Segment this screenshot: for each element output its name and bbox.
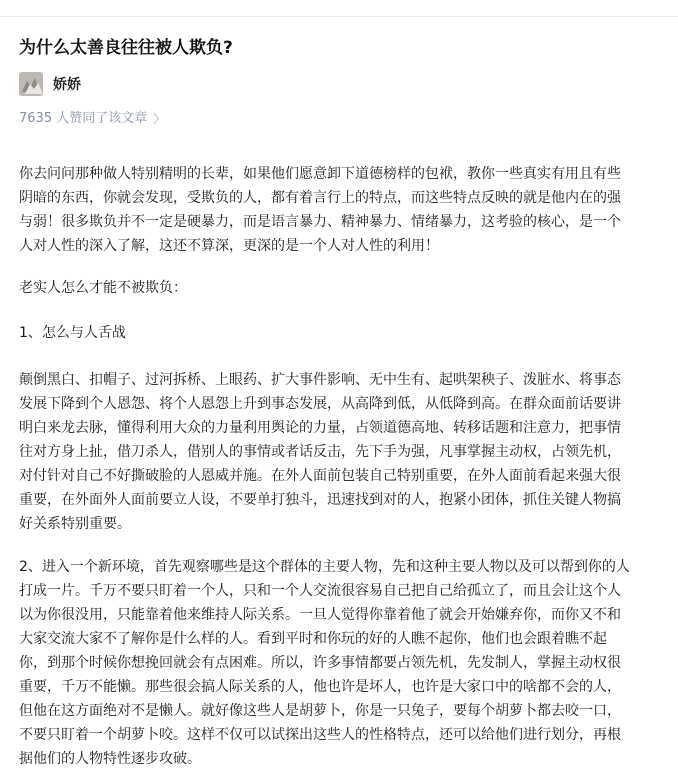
top-divider xyxy=(0,16,678,17)
likes-text: 7635 人赞同了该文章 xyxy=(19,111,148,126)
avatar-image-icon xyxy=(19,72,43,96)
paragraph-line: 往对方身上扯，借刀杀人，借别人的事情或者话反击，先下手为强，凡事掌握主动权，占领先机， xyxy=(19,444,621,460)
paragraph-2 xyxy=(19,276,674,300)
author-name[interactable]: 娇娇 xyxy=(53,77,81,93)
paragraph-line: 你去问问那种做人特别精明的长辈，如果他们愿意卸下道德榜样的包袱，教你一些真实有用且有些 xyxy=(19,166,621,182)
paragraph-line: 明白来龙去脉，懂得利用大众的力量利用舆论的力量，占领道德高地、转移话题和注意力，把事情 xyxy=(19,420,621,436)
paragraph-1 xyxy=(19,162,674,258)
paragraph-line: 发展下降到个人恩怨、将个人恩怨上升到事态发展，从高降到低，从低降到高。在群众面前话要讲 xyxy=(19,396,621,412)
article-title: 为什么太善良往往被人欺负? xyxy=(19,38,233,58)
paragraph-line: 以为你很没用，只能靠着他来维持人际关系。一旦人觉得你靠着他了就会开始嫌弃你，而你又不和 xyxy=(19,607,621,623)
paragraph-5 xyxy=(19,555,674,771)
likes-link[interactable] xyxy=(19,108,165,130)
author-info[interactable] xyxy=(19,71,81,97)
paragraph-line: 阴暗的东西，你就会发现，受欺负的人，都有着言行上的特点，而这些特点反映的就是他内在的强 xyxy=(19,190,621,206)
paragraph-line: 好关系特别重要。 xyxy=(19,516,131,532)
paragraph-line: 据他们的人物特性逐步攻破。 xyxy=(19,751,201,767)
paragraph-line: 人对人性的深入了解，这还不算深，更深的是一个人对人性的利用！ xyxy=(19,238,439,254)
paragraph-line: 对付针对自己不好撕破脸的人恩威并施。在外人面前包装自己特别重要，在外人面前看起来强大很 xyxy=(19,468,621,484)
paragraph-line: 颠倒黑白、扣帽子、过河拆桥、上眼药、扩大事件影响、无中生有、起哄架秧子、泼脏水、将事态 xyxy=(19,372,621,388)
paragraph-line: 与弱！很多欺负并不一定是硬暴力，而是语言暴力、精神暴力、情绪暴力，这考验的核心，是一个 xyxy=(19,214,621,230)
paragraph-line: 老实人怎么才能不被欺负： xyxy=(19,280,187,296)
paragraph-line: 但他在这方面绝对不是懒人。就好像这些人是胡萝卜，你是一只兔子，要每个胡萝卜都去咬一口， xyxy=(19,703,621,719)
paragraph-line: 不要只盯着一个胡萝卜咬。这样不仅可以试探出这些人的性格特点，还可以给他们进行划分，再根 xyxy=(19,727,621,743)
paragraph-line: 1、怎么与人舌战 xyxy=(19,325,126,341)
avatar[interactable] xyxy=(19,72,43,96)
paragraph-line: 重要，在外面外人面前要立人设，不要单打独斗，迅速找到对的人，抱紧小团体，抓住关键人物搞 xyxy=(19,492,621,508)
paragraph-line: 重要，千万不能懒。那些很会搞人际关系的人，他也许是坏人，也许是大家口中的啥都不会的人， xyxy=(19,679,621,695)
paragraph-line: 打成一片。千万不要只盯着一个人，只和一个人交流很容易自己把自己给孤立了，而且会让这个人 xyxy=(19,583,621,599)
chevron-right-icon: 〉 xyxy=(153,112,166,126)
paragraph-line: 你，到那个时候你想挽回就会有点困难。所以，许多事情都要占领先机，先发制人，掌握主动权很 xyxy=(19,655,621,671)
paragraph-3 xyxy=(19,321,674,345)
paragraph-line: 2、进入一个新环境，首先观察哪些是这个群体的主要人物，先和这种主要人物以及可以帮到你的人 xyxy=(19,559,630,575)
paragraph-4 xyxy=(19,368,674,536)
paragraph-line: 大家交流大家不了解你是什么样的人。看到平时和你玩的好的人瞧不起你，他们也会跟着瞧不起 xyxy=(19,631,607,647)
